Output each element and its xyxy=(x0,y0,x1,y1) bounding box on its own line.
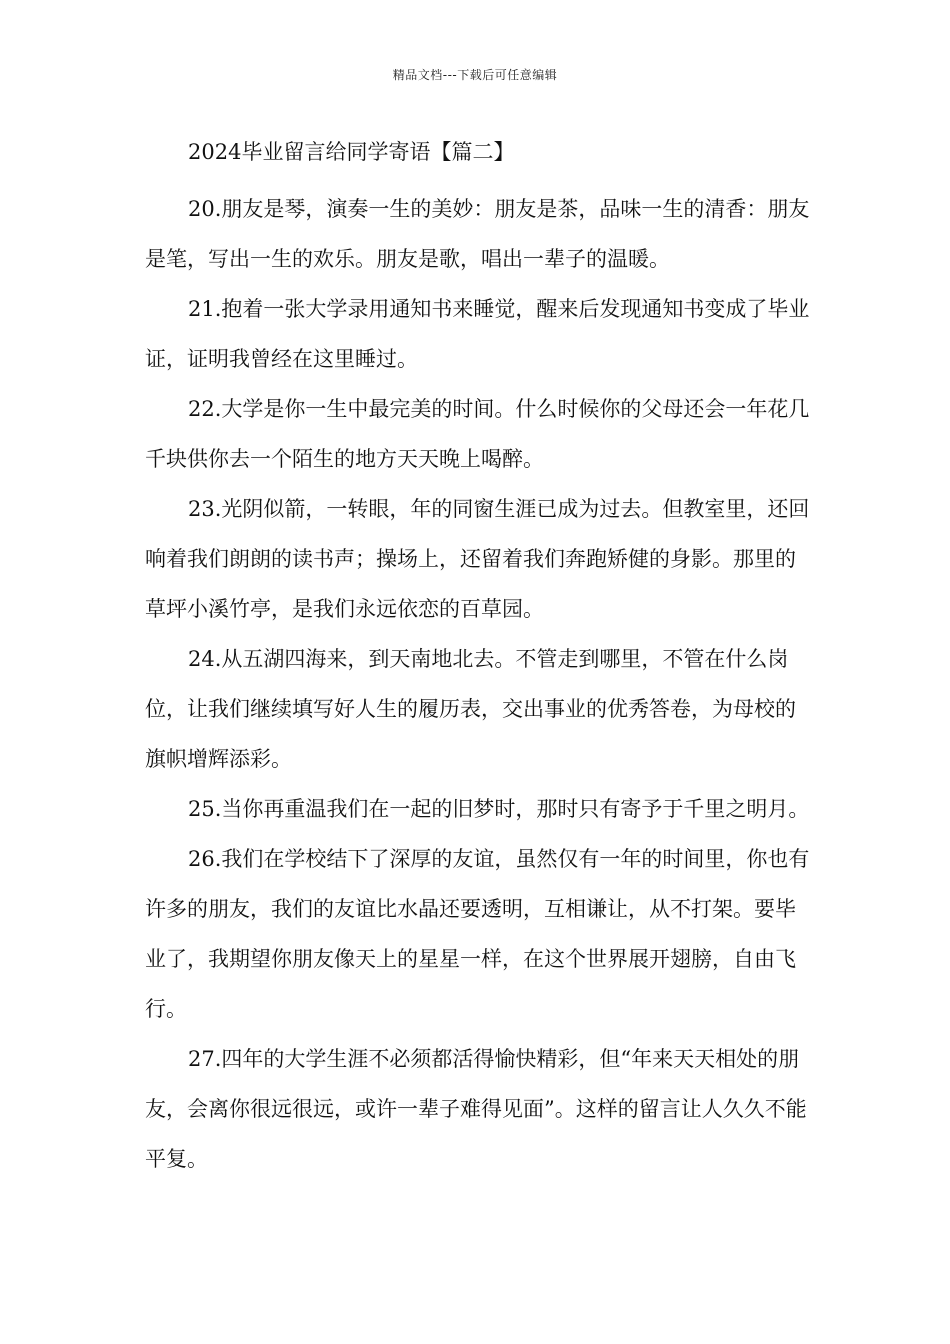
paragraph-25: 25.当你再重温我们在一起的旧梦时，那时只有寄予于千里之明月。 xyxy=(188,797,810,821)
section-title: 2024毕业留言给同学寄语【篇二】 xyxy=(188,140,515,164)
paragraph-27: 27.四年的大学生涯不必须都活得愉快精彩，但“年来天天相处的朋友，会离你很远很远，或许一辈子难得见面”。这样的留言让人久久不能平复。 xyxy=(145,1047,807,1171)
paragraph-26: 26.我们在学校结下了深厚的友谊，虽然仅有一年的时间里，你也有许多的朋友，我们的友谊比水晶还要透明，互相谦让，从不打架。要毕业了，我期望你朋友像天上的星星一样，在这个世界展开翅膀，自由飞行。 xyxy=(145,847,810,1021)
page-header: 精品文档---下载后可任意编辑 xyxy=(392,68,558,82)
paragraph-23: 23.光阴似箭，一转眼，年的同窗生涯已成为过去。但教室里，还回响着我们朗朗的读书声；操场上，还留着我们奔跑矫健的身影。那里的草坪小溪竹亭，是我们永远依恋的百草园。 xyxy=(145,497,810,621)
paragraph-20: 20.朋友是琴，演奏一生的美妙：朋友是茶，品味一生的清香：朋友是笔，写出一生的欢乐。朋友是歌，唱出一辈子的温暖。 xyxy=(145,197,810,271)
paragraph-21: 21.抱着一张大学录用通知书来睡觉，醒来后发现通知书变成了毕业证，证明我曾经在这里睡过。 xyxy=(145,297,810,371)
paragraph-24: 24.从五湖四海来，到天南地北去。不管走到哪里，不管在什么岗位，让我们继续填写好人生的履历表，交出事业的优秀答卷，为母校的旗帜增辉添彩。 xyxy=(145,647,796,771)
document-body xyxy=(145,134,810,1184)
paragraph-22: 22.大学是你一生中最完美的时间。什么时候你的父母还会一年花几千块供你去一个陌生的地方天天晚上喝醉。 xyxy=(145,397,810,471)
